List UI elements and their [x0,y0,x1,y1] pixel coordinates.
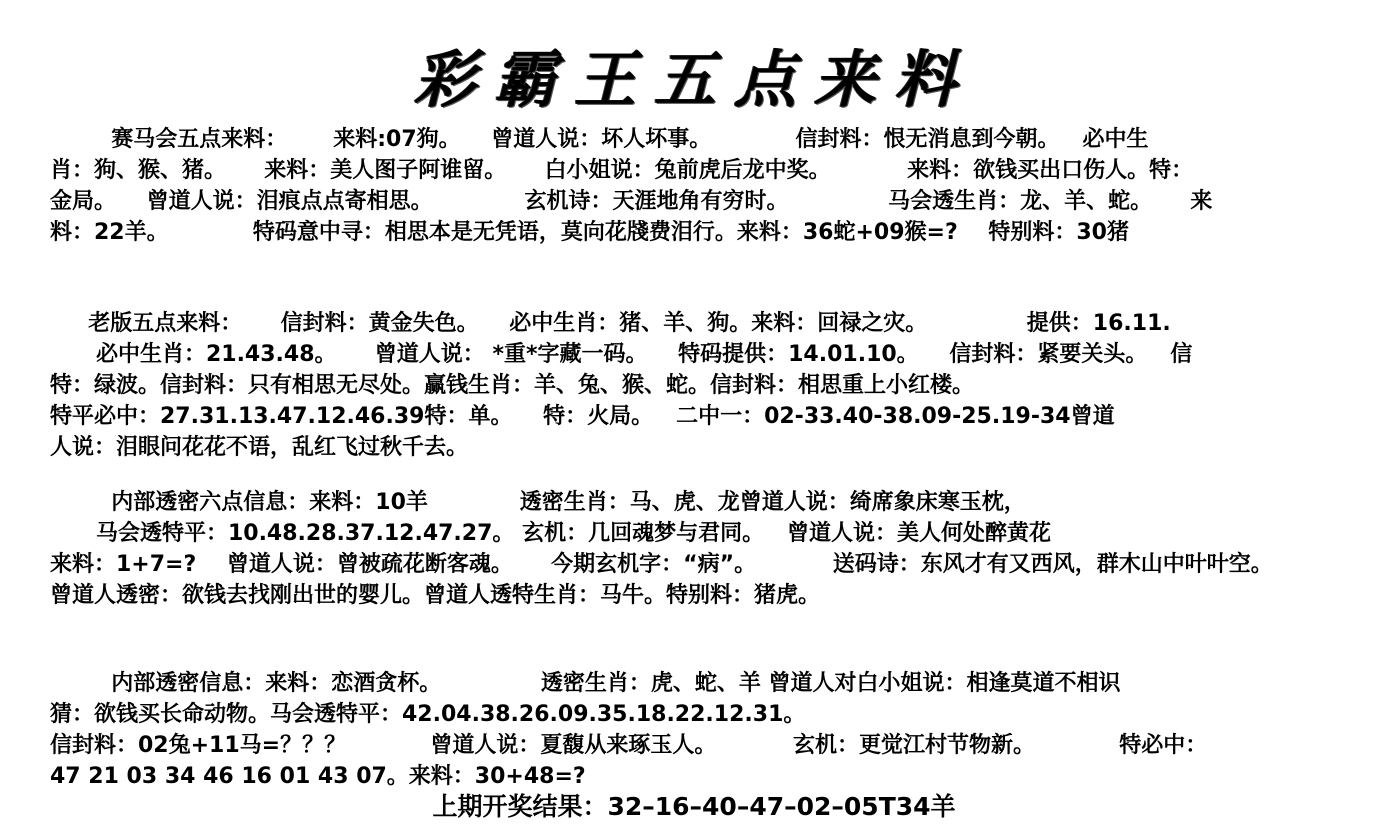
text-line: 金局。 曾道人说：泪痕点点寄相思。 玄机诗：天涯地角有穷时。 马会透生肖：龙、羊、蛇。 来 [50,189,1213,214]
text-line: 肖：狗、猴、猪。 来料：美人图子阿谁留。 白小姐说：兔前虎后龙中奖。 来料：欲钱买出口伤人。特： [50,158,1194,183]
section-3 [50,487,1380,611]
section-4 [50,668,1380,792]
text-line: 信封料：02兔+11马=？？？ 曾道人说：夏馥从来琢玉人。 玄机：更觉江村节物新。 特必中： [50,733,1208,758]
text-line: 料：22羊。 特码意中寻：相思本是无凭语，莫向花牋费泪行。来料：36蛇+09猴=? 特别料：30猪 [50,220,1129,245]
text-line: 老版五点来料： 信封料：黄金失色。 必中生肖：猪、羊、狗。来料：回禄之灾。 提供：16.11. [50,311,1171,336]
text-line: 47 21 03 34 46 16 01 43 07。来料：30+48=? [50,764,586,789]
text-line: 来料：1+7=? 曾道人说：曾被疏花断客魂。 今期玄机字：“病”。 送码诗：东风才有又西风，群木山中叶叶空。 [50,552,1273,577]
text-line: 特平必中：27.31.13.47.12.46.39特：单。 特：火局。 二中一：02-33.40-38.09-25.19-34曾道 [50,404,1115,429]
section-1 [50,124,1380,248]
text-line: 必中生肖：21.43.48。 曾道人说： *重*字藏一码。 特码提供：14.01.10。 信封料：紧要关头。 信 [50,342,1193,367]
text-line: 内部透密信息：来料：恋酒贪杯。 透密生肖：虎、蛇、羊 曾道人对白小姐说：相逢莫道不相识 [50,671,1121,696]
text-line: 赛马会五点来料： 来料:07狗。 曾道人说：坏人坏事。 信封料：恨无消息到今朝。 必中生 [50,127,1149,152]
section-2 [50,308,1380,463]
page-title: 彩霸王五点来料 [413,43,974,116]
text-line: 猜：欲钱买长命动物。马会透特平：42.04.38.26.09.35.18.22.12.31。 [50,702,806,727]
text-line: 人说：泪眼问花花不语，乱红飞过秋千去。 [50,435,469,460]
text-line: 曾道人透密：欲钱去找刚出世的婴儿。曾道人透特生肖：马牛。特别料：猪虎。 [50,583,821,608]
text-line: 特：绿波。信封料：只有相思无尽处。赢钱生肖：羊、兔、猴、蛇。信封料：相思重上小红楼。 [50,373,975,398]
lottery-result: 上期开奖结果：32–16–40–47–02–05T34羊 [432,792,956,821]
text-line: 内部透密六点信息：来料：10羊 透密生肖：马、虎、龙曾道人说：绮席象床寒玉枕， [50,490,1026,515]
text-line: 马会透特平：10.48.28.37.12.47.27。 玄机：几回魂梦与君同。 曾道人说：美人何处醉黄花 [50,521,1052,546]
